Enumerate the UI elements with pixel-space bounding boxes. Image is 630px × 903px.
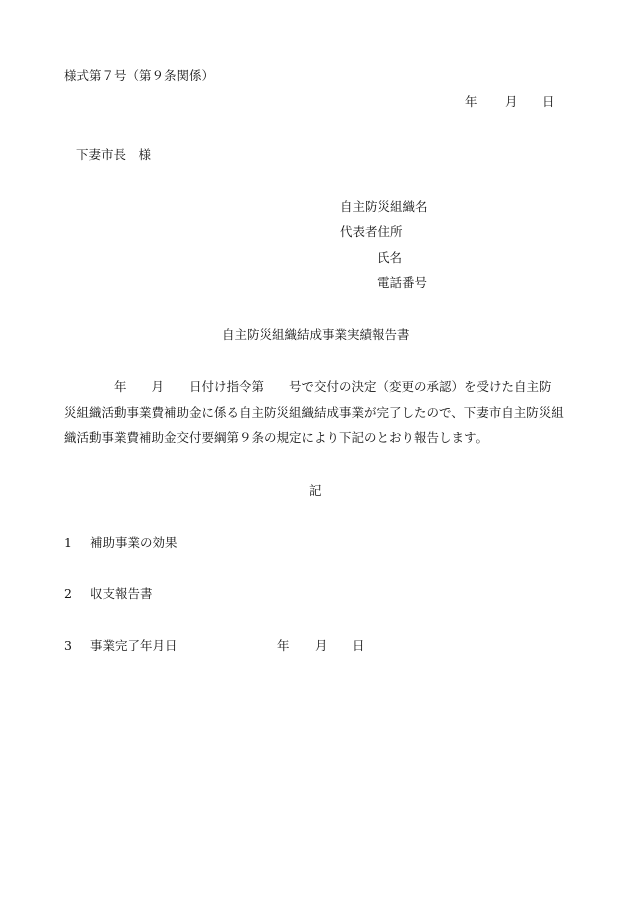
body-line-3: 織活動事業費補助金交付要綱第９条の規定により下記のとおり報告します。 <box>64 430 489 445</box>
item-2-number: 2 <box>64 586 72 601</box>
rep-address-label: 代表者住所 <box>340 224 403 239</box>
body-line-2: 災組織活動事業費補助金に係る自主防災組織結成事業が完了したので、下妻市自主防災組 <box>64 405 564 420</box>
item-2 <box>64 586 152 602</box>
item-2-label: 収支報告書 <box>89 586 153 601</box>
completion-date-year: 年 <box>277 638 290 653</box>
item-3 <box>64 638 177 654</box>
item-1-number: 1 <box>64 535 72 550</box>
org-name-label: 自主防災組織名 <box>340 199 428 214</box>
header-date-day: 日 <box>542 94 555 109</box>
phone-label: 電話番号 <box>377 275 428 290</box>
ki-label: 記 <box>309 483 322 498</box>
document-title: 自主防災組織結成事業実績報告書 <box>222 327 410 342</box>
item-3-label: 事業完了年月日 <box>89 638 178 653</box>
item-3-number: 3 <box>64 638 72 653</box>
header-date-month: 月 <box>505 94 518 109</box>
completion-date-month: 月 <box>315 638 328 653</box>
addressee: 下妻市長 様 <box>76 147 152 162</box>
item-1-label: 補助事業の効果 <box>89 535 178 550</box>
name-label: 氏名 <box>377 250 403 265</box>
header-date-year: 年 <box>465 94 478 109</box>
body-line-1: 年 月 日付け指令第 号で交付の決定（変更の承認）を受けた自主防 <box>64 379 552 394</box>
item-1 <box>64 535 177 551</box>
form-number: 様式第７号（第９条関係） <box>64 68 215 83</box>
completion-date-day: 日 <box>352 638 365 653</box>
